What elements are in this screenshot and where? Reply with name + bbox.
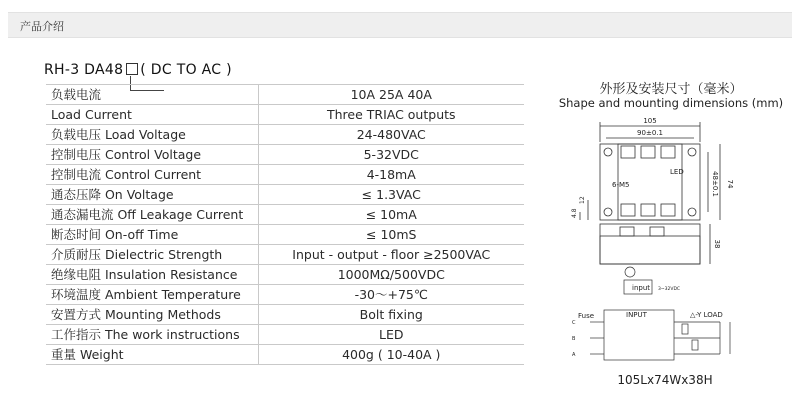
input-label: input	[632, 284, 651, 292]
spec-table	[46, 84, 524, 365]
spec-label: 负载电流	[46, 85, 258, 105]
spec-label: 重量 Weight	[46, 345, 258, 365]
depth-total-label: 74	[726, 179, 734, 189]
spec-row	[46, 205, 524, 225]
spec-label: 控制电流 Control Current	[46, 165, 258, 185]
depth-label: 48±0.1	[711, 171, 719, 197]
spec-value: 24-480VAC	[258, 125, 524, 145]
spec-value: 400g ( 10-40A )	[258, 345, 524, 365]
spec-row	[46, 105, 524, 125]
offset-48-label: 4.8	[571, 208, 578, 218]
offset-12-label: 12	[579, 196, 586, 204]
spec-row	[46, 345, 524, 365]
spec-value: 5-32VDC	[258, 145, 524, 165]
dimensions-title: 外形及安装尺寸（毫米）	[599, 82, 743, 97]
phase-c-label: C	[572, 320, 576, 326]
section-title: 产品介绍	[20, 20, 64, 33]
hole-spacing-label: 90±0.1	[637, 129, 663, 137]
model-title	[44, 62, 232, 78]
spec-label: 控制电压 Control Voltage	[46, 145, 258, 165]
spec-label: 通态压降 On Voltage	[46, 185, 258, 205]
spec-value: ≤ 10mA	[258, 205, 524, 225]
size-label: 105Lx74Wx38H	[617, 373, 713, 387]
voltage-label: 3~32VDC	[658, 287, 681, 292]
led-label: LED	[670, 168, 684, 176]
width-label: 105	[643, 117, 657, 125]
spec-label: 断态时间 On-off Time	[46, 225, 258, 245]
spec-label: 通态漏电流 Off Leakage Current	[46, 205, 258, 225]
model-placeholder-box	[126, 63, 138, 75]
dimension-drawing	[560, 112, 750, 374]
spec-row	[46, 245, 524, 265]
spec-label: 环境温度 Ambient Temperature	[46, 285, 258, 305]
spec-value: -30～+75℃	[258, 285, 524, 305]
spec-value: ≤ 10mS	[258, 225, 524, 245]
spec-value: ≤ 1.3VAC	[258, 185, 524, 205]
spec-row	[46, 325, 524, 345]
spec-row	[46, 145, 524, 165]
spec-value: 10A 25A 40A	[258, 85, 524, 105]
spec-row	[46, 285, 524, 305]
spec-row	[46, 165, 524, 185]
section-header	[0, 0, 800, 52]
side-view-drawing	[600, 224, 710, 264]
spec-label: 绝缘电阻 Insulation Resistance	[46, 265, 258, 285]
spec-value: 4-18mA	[258, 165, 524, 185]
spec-value: Bolt fixing	[258, 305, 524, 325]
spec-label: Load Current	[46, 105, 258, 125]
spec-value: Input - output - floor ≥2500VAC	[258, 245, 524, 265]
screw-label: 6-M5	[612, 181, 630, 189]
spec-row	[46, 225, 524, 245]
phase-b-label: B	[572, 336, 576, 342]
spec-row	[46, 125, 524, 145]
phase-a-label: A	[572, 352, 576, 358]
spec-row	[46, 265, 524, 285]
spec-label: 介质耐压 Dielectric Strength	[46, 245, 258, 265]
input-caps-label: INPUT	[626, 311, 647, 319]
spec-row	[46, 185, 524, 205]
spec-label: 安置方式 Mounting Methods	[46, 305, 258, 325]
model-name: RH-3 DA48	[44, 62, 124, 78]
spec-value: LED	[258, 325, 524, 345]
spec-value: 1000MΩ/500VDC	[258, 265, 524, 285]
spec-row	[46, 85, 524, 105]
model-suffix: ( DC TO AC )	[140, 62, 232, 78]
section-header-bar	[8, 12, 792, 38]
spec-label: 负载电压 Load Voltage	[46, 125, 258, 145]
height-label: 38	[713, 239, 721, 249]
spec-label: 工作指示 The work instructions	[46, 325, 258, 345]
spec-value: Three TRIAC outputs	[258, 105, 524, 125]
fuse-label: Fuse	[578, 312, 595, 320]
spec-row	[46, 305, 524, 325]
dimensions-subtitle: Shape and mounting dimensions (mm)	[558, 96, 784, 110]
load-label: △-Y LOAD	[690, 311, 723, 319]
